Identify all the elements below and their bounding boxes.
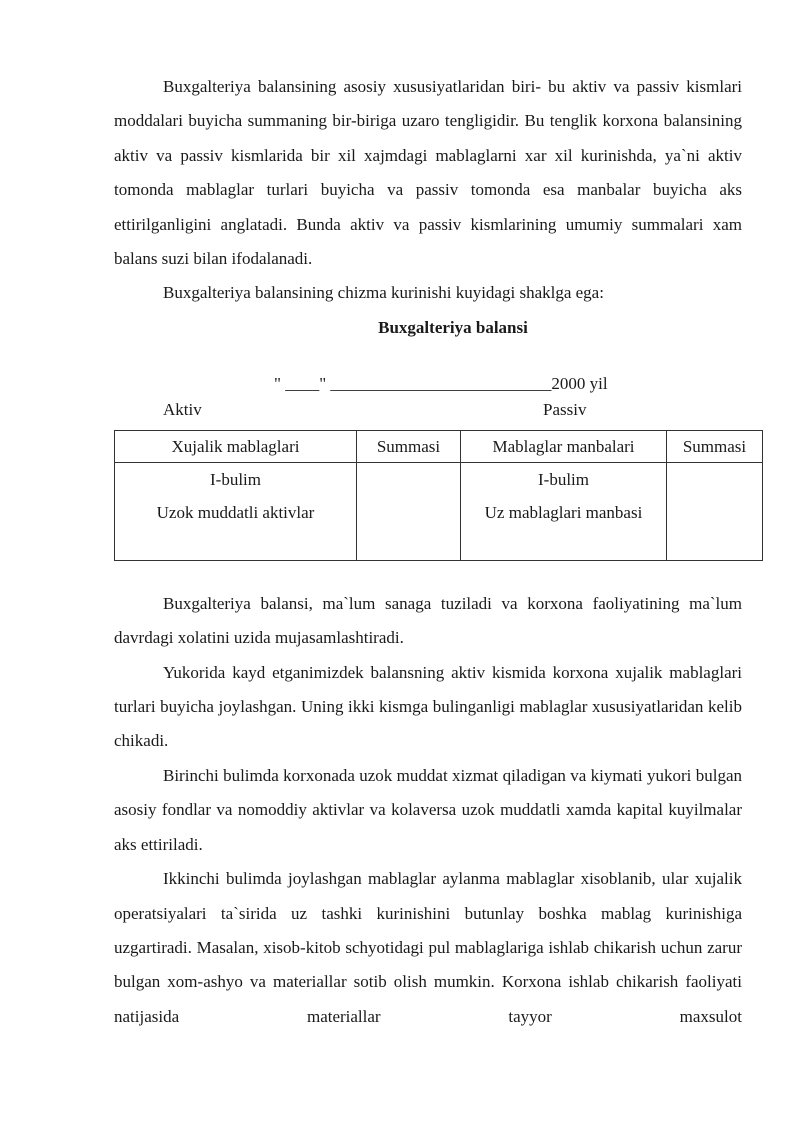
sources-sum-cell bbox=[667, 462, 763, 560]
body-text-after-table bbox=[114, 587, 742, 1034]
balance-table-row bbox=[115, 462, 763, 560]
balance-table-header-row bbox=[115, 430, 763, 462]
sources-cell bbox=[461, 462, 667, 560]
header-sources-sum: Summasi bbox=[667, 430, 763, 462]
paragraph-balance-scheme-intro: Buxgalteriya balansining chizma kurinishi kuyidagi shaklga ega: bbox=[163, 283, 604, 303]
balance-table bbox=[114, 430, 763, 561]
paragraph-second-section: Ikkinchi bulimda joylashgan mablaglar aylanma mablaglar xisoblanib, ular xujalik operatsiyalari ta`sirida uz tashki kurinishini butunlay boshka mablag kurinishiga uzgartiradi. Masalan, xisob-kitob schyotidagi pul mablaglariga ishlab chikarish uchun zarur bulgan xom-ashyo va materiallar sotib olish mumkin. Korxona ishlab chikarish faoliyati natijasida materiallar tayyor maxsulot bbox=[114, 869, 742, 1026]
paragraph-asset-side: Yukorida kayd etganimizdek balansning aktiv kismida korxona xujalik mablaglari turlari buyicha joylashgan. Uning ikki kismga bulinganligi mablaglar xususiyatlaridan kelib chikadi. bbox=[114, 662, 742, 751]
header-sources: Mablaglar manbalari bbox=[461, 430, 667, 462]
sources-section-label: I-bulim bbox=[538, 469, 589, 489]
date-line-text: " ____" __________________________2000 yil bbox=[274, 373, 608, 393]
balance-sides bbox=[114, 398, 742, 428]
assets-sum-cell bbox=[357, 462, 461, 560]
paragraph-first-section: Birinchi bulimda korxonada uzok muddat xizmat qiladigan va kiymati yukori bulgan asosiy fondlar va nomoddiy aktivlar va kolaversa uzok muddatli xamda kapital kuyilmalar aks ettiriladi. bbox=[114, 765, 742, 854]
paragraph-balance-properties: Buxgalteriya balansining asosiy xususiyatlaridan biri- bu aktiv va passiv kismlari moddalari buyicha summaning bir-biriga uzaro tengligidir. Bu tenglik korxona balansining aktiv va passiv kismlarida bir xil xajmdagi mablaglarni xar xil kurinishda, ya`ni aktiv tomonda mablaglar turlari buyicha va passiv tomonda esa manbalar buyicha aks ettirilganligini anglatadi. Bunda aktiv va passiv kismlarining umumiy summalari xam balans suzi bilan ifodalanadi. bbox=[114, 77, 742, 269]
document-page bbox=[114, 70, 747, 1034]
assets-item: Uzok muddatli aktivlar bbox=[156, 502, 315, 522]
aktiv-label: Aktiv bbox=[163, 399, 202, 419]
assets-section-label: I-bulim bbox=[210, 469, 261, 489]
sources-item: Uz mablaglari manbasi bbox=[484, 502, 643, 522]
assets-cell bbox=[115, 462, 357, 560]
paragraph-balance-date: Buxgalteriya balansi, ma`lum sanaga tuziladi va korxona faoliyatining ma`lum davrdagi xolatini uzida mujasamlashtiradi. bbox=[114, 593, 742, 648]
balance-title: Buxgalteriya balansi bbox=[378, 317, 528, 337]
passiv-label: Passiv bbox=[543, 399, 587, 419]
date-line bbox=[114, 373, 742, 395]
header-assets: Xujalik mablaglari bbox=[115, 430, 357, 462]
header-assets-sum: Summasi bbox=[357, 430, 461, 462]
